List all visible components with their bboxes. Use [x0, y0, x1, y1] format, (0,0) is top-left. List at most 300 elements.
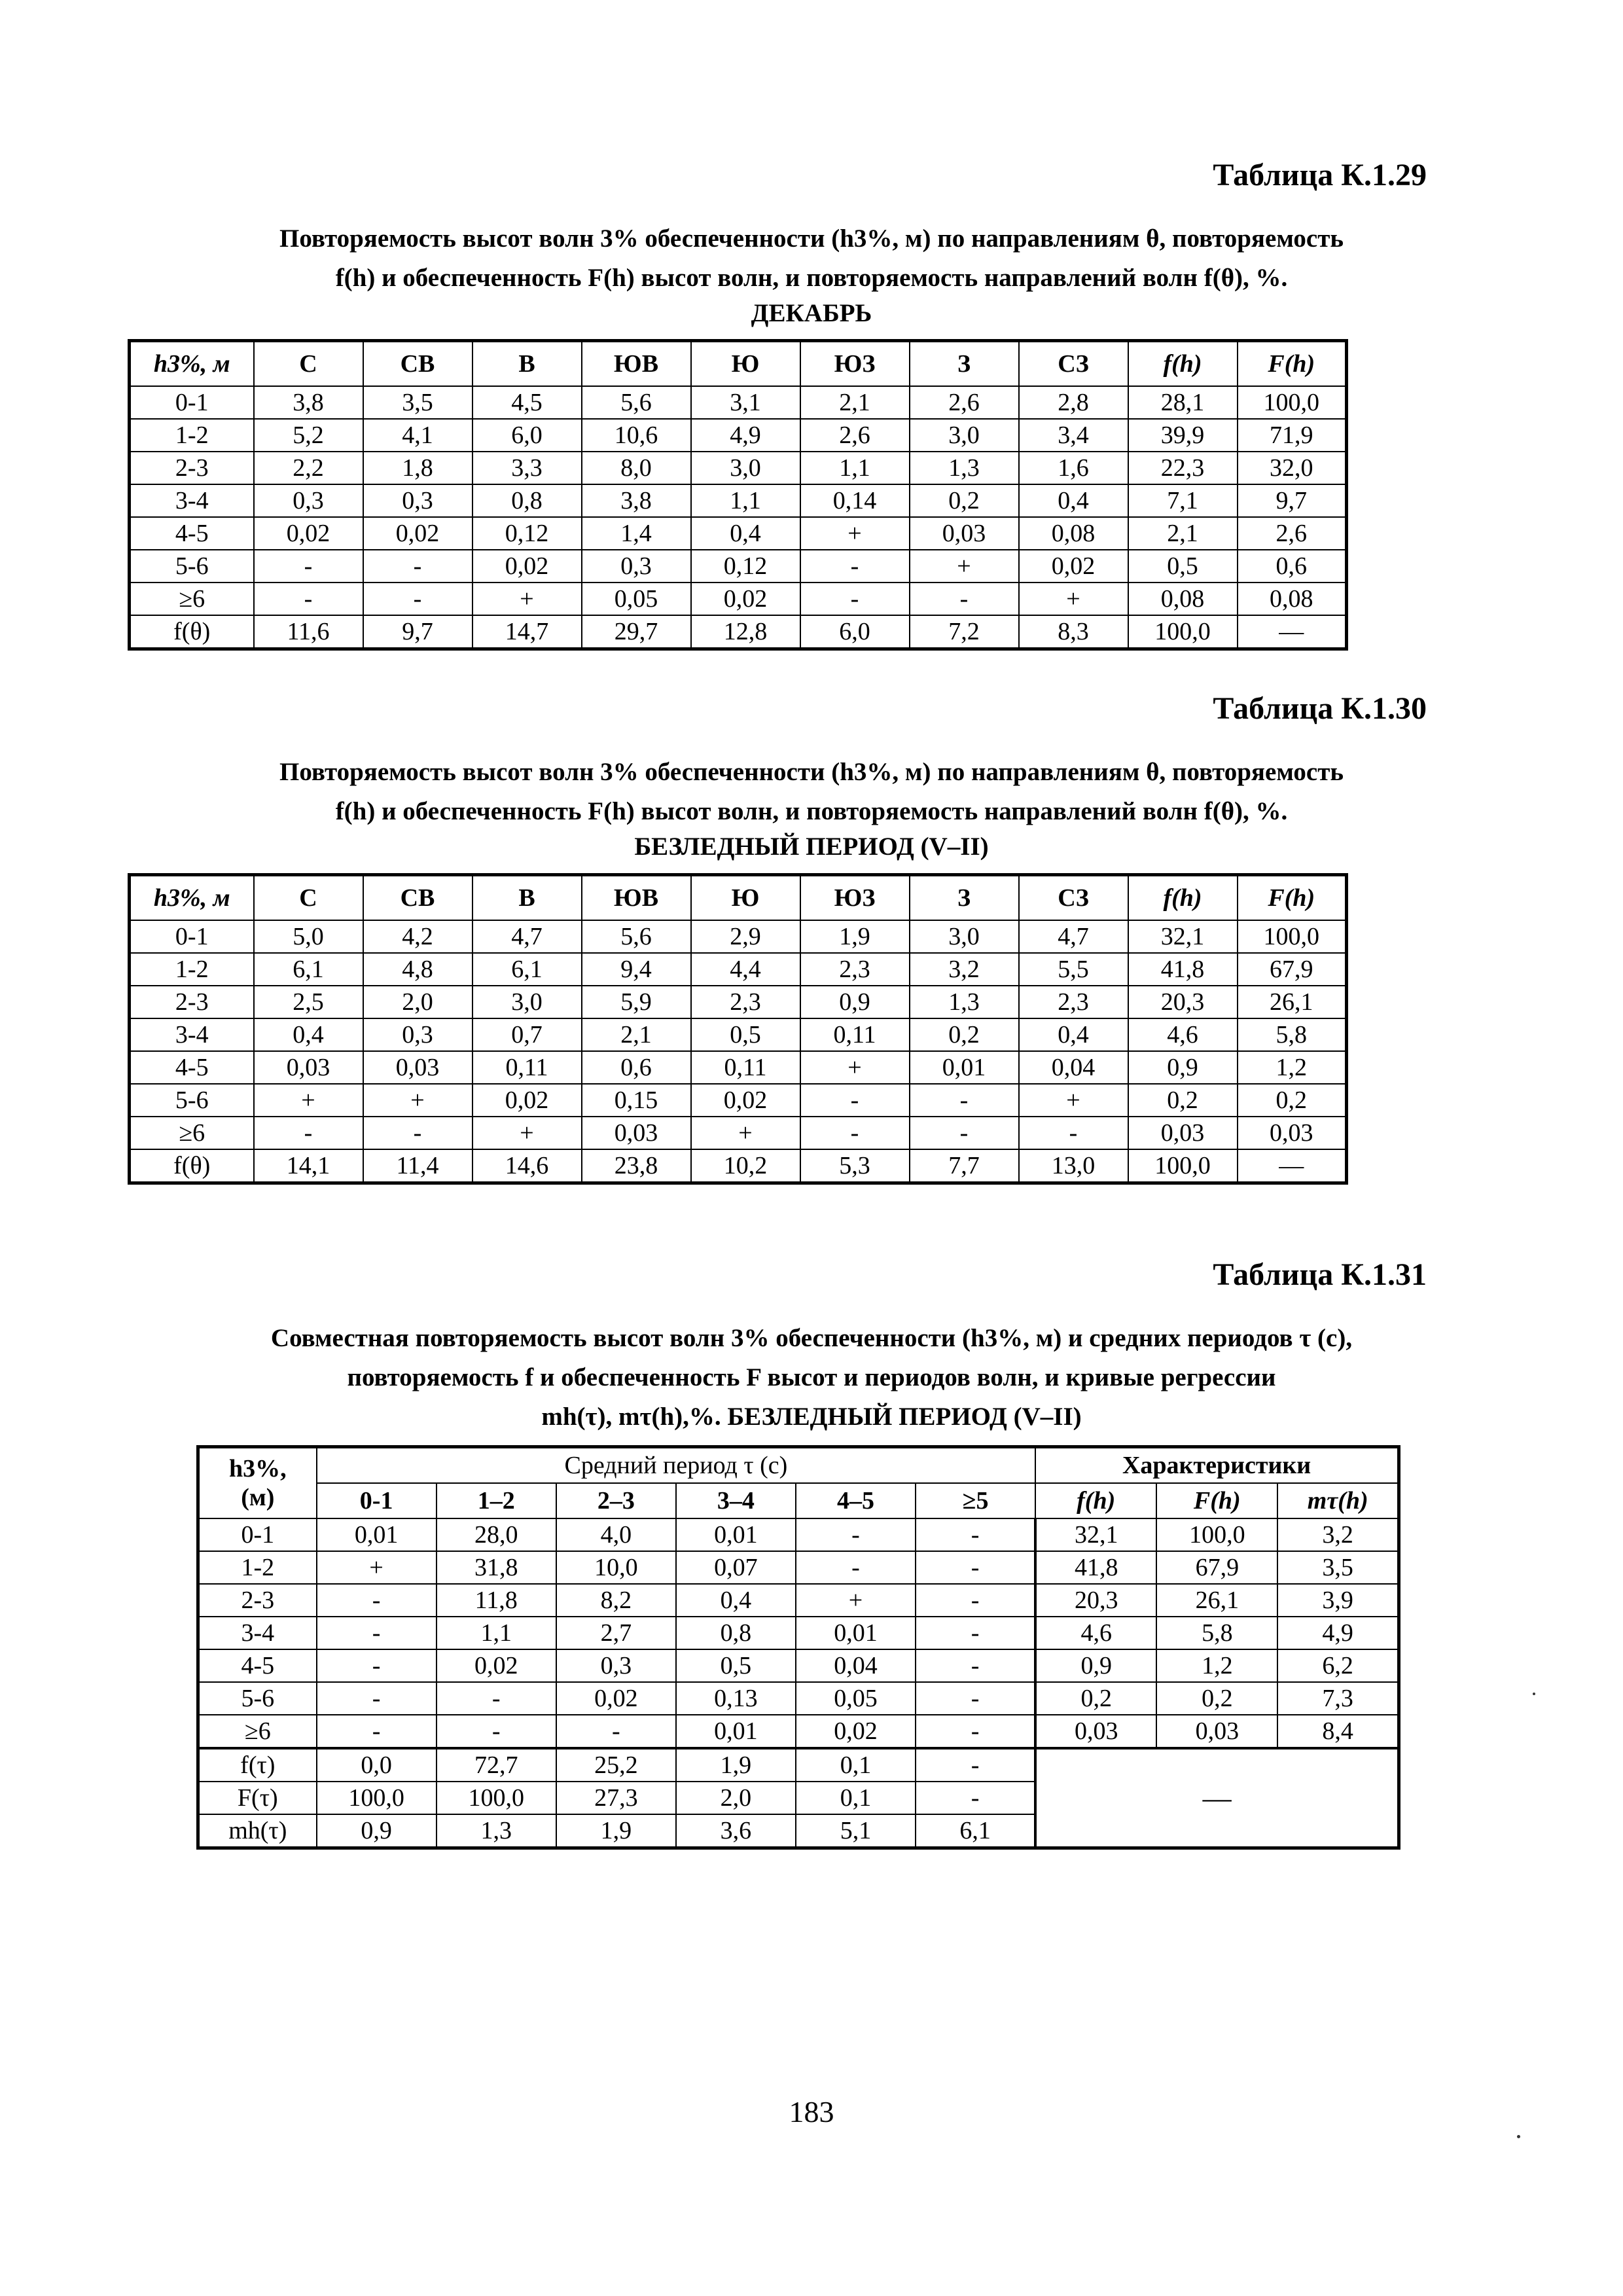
table-31-footer-cell: 5,1 [796, 1814, 916, 1848]
table-30-row-label: f(θ) [130, 1149, 254, 1183]
table-29-subtitle: ДЕКАБРЬ [751, 299, 872, 327]
table-29-cell: 0,02 [254, 517, 363, 550]
table-31-cell: 4,0 [556, 1518, 676, 1551]
table-29-row [130, 583, 1347, 615]
table-30-cell: 0,11 [800, 1018, 910, 1051]
table-29-label: Таблица К.1.29 [1213, 158, 1427, 192]
table-30-cell: 5,5 [1019, 953, 1128, 986]
table-30-header-cell: F(h) [1238, 875, 1347, 921]
table-29-row [130, 615, 1347, 649]
table-30-caption [0, 753, 1623, 863]
table-30-body [130, 920, 1347, 1183]
table-31-cell: 31,8 [437, 1551, 556, 1584]
table-29-header-cell: h3%, м [130, 341, 254, 387]
table-30-header-cell: В [473, 875, 582, 921]
table-30-cell: 2,3 [800, 953, 910, 986]
table-31-period-header: 3–4 [676, 1483, 796, 1518]
table-31-cell: 8,2 [556, 1584, 676, 1617]
table-29-cell: 0,14 [800, 484, 910, 517]
table-30-cell: 0,5 [691, 1018, 800, 1051]
table-31-row-label: 0-1 [198, 1518, 317, 1551]
table-29-cell: 100,0 [1128, 615, 1238, 649]
table-29-cell: 8,3 [1019, 615, 1128, 649]
table-29-cell: 1,1 [691, 484, 800, 517]
table-30-cell: 23,8 [582, 1149, 691, 1183]
table-30-cell: 14,6 [473, 1149, 582, 1183]
table-29-row [130, 419, 1347, 452]
table-30-row-label: 1-2 [130, 953, 254, 986]
table-29-cell: 2,1 [800, 386, 910, 419]
table-30-cell: 3,0 [473, 986, 582, 1018]
table-31-cell: 2,7 [556, 1617, 676, 1649]
table-29-cell: 3,0 [910, 419, 1019, 452]
table-30-caption-line-1: Повторяемость высот волн 3% обеспеченности (h3%, м) по направлениям θ, повторяемость [279, 758, 1344, 786]
table-29-cell: 3,3 [473, 452, 582, 484]
table-31-row-label: 2-3 [198, 1584, 317, 1617]
table-31-subheader-row [198, 1483, 1399, 1518]
table-30-cell: 32,1 [1128, 920, 1238, 953]
table-31-cell: 8,4 [1277, 1715, 1399, 1748]
table-31-cell: 1,2 [1156, 1649, 1277, 1682]
table-29-cell: 0,12 [473, 517, 582, 550]
table-31-cell: - [317, 1715, 437, 1748]
table-31-footer-label: f(τ) [198, 1748, 317, 1782]
table-29-cell: 2,2 [254, 452, 363, 484]
table-30-cell: - [910, 1084, 1019, 1117]
table-29-cell: 5,6 [582, 386, 691, 419]
table-31-cell: 0,01 [796, 1617, 916, 1649]
table-30-cell: 67,9 [1238, 953, 1347, 986]
table-30-subtitle: БЕЗЛЕДНЫЙ ПЕРИОД (V–II) [634, 833, 989, 861]
table-29-row-label: 5-6 [130, 550, 254, 583]
table-31-cell: 11,8 [437, 1584, 556, 1617]
table-29-cell: 0,02 [473, 550, 582, 583]
table-29-body [130, 386, 1347, 649]
table-29-cell: 32,0 [1238, 452, 1347, 484]
table-31-cell: 0,02 [437, 1649, 556, 1682]
table-31-footer-cell: 72,7 [437, 1748, 556, 1782]
table-31-footer-cell: 3,6 [676, 1814, 796, 1848]
table-31-cell: - [556, 1715, 676, 1748]
table-31-cell: - [916, 1551, 1035, 1584]
table-29-row [130, 386, 1347, 419]
table-29-cell: 1,8 [363, 452, 473, 484]
table-31-footer-cell: 0,9 [317, 1814, 437, 1848]
table-30-cell: 0,11 [473, 1051, 582, 1084]
table-29-row-label: 3-4 [130, 484, 254, 517]
table-29-cell: 29,7 [582, 615, 691, 649]
table-30-cell: 5,3 [800, 1149, 910, 1183]
table-30-header-cell: СЗ [1019, 875, 1128, 921]
table-31-cell: 28,0 [437, 1518, 556, 1551]
table-31-row [198, 1551, 1399, 1584]
table-29-cell: 0,03 [910, 517, 1019, 550]
table-30-cell: - [800, 1084, 910, 1117]
table-31-cell: 0,01 [676, 1715, 796, 1748]
table-31-cell: 5,8 [1156, 1617, 1277, 1649]
table-29-cell: - [254, 583, 363, 615]
table-30-cell: + [473, 1117, 582, 1149]
table-29-cell: 14,7 [473, 615, 582, 649]
table-31-cell: 0,01 [317, 1518, 437, 1551]
table-29-cell: 3,0 [691, 452, 800, 484]
table-29-header-cell: С [254, 341, 363, 387]
table-30-cell: - [363, 1117, 473, 1149]
scan-speck [1517, 2135, 1520, 2138]
table-29-cell: 1,3 [910, 452, 1019, 484]
table-30-header-cell: З [910, 875, 1019, 921]
table-30-header-cell: С [254, 875, 363, 921]
table-31-cell: 0,13 [676, 1682, 796, 1715]
table-31-period-header: 1–2 [437, 1483, 556, 1518]
table-30-row [130, 1149, 1347, 1183]
table-31-cell: - [317, 1649, 437, 1682]
table-29 [128, 339, 1348, 651]
table-30-row-label: 4-5 [130, 1051, 254, 1084]
table-30-cell: 0,4 [1019, 1018, 1128, 1051]
table-31-period-header: ≥5 [916, 1483, 1035, 1518]
table-31-footer-cell: 1,9 [556, 1814, 676, 1848]
table-30-cell: 20,3 [1128, 986, 1238, 1018]
table-31-corner-line-2: (м) [241, 1484, 275, 1511]
table-29-cell: 0,08 [1128, 583, 1238, 615]
table-31-row [198, 1649, 1399, 1682]
table-31-cell: 4,9 [1277, 1617, 1399, 1649]
table-30-header-row [130, 875, 1347, 921]
table-29-cell: 2,1 [1128, 517, 1238, 550]
table-31-footer-row [198, 1748, 1399, 1782]
table-29-cell: + [473, 583, 582, 615]
table-29-cell: 2,8 [1019, 386, 1128, 419]
table-29-caption [0, 219, 1623, 329]
table-31-footer-cell: 6,1 [916, 1814, 1035, 1848]
table-31-footer-cell: 0,1 [796, 1748, 916, 1782]
table-29-header-row [130, 341, 1347, 387]
table-30-header-cell: f(h) [1128, 875, 1238, 921]
table-30-cell: 2,3 [1019, 986, 1128, 1018]
table-30-cell: 100,0 [1238, 920, 1347, 953]
table-30-row-label: 0-1 [130, 920, 254, 953]
table-31-cell: - [317, 1682, 437, 1715]
table-31-row [198, 1682, 1399, 1715]
table-31 [196, 1445, 1400, 1850]
table-30-cell: 0,6 [582, 1051, 691, 1084]
table-29-cell: 2,6 [910, 386, 1019, 419]
table-31-footer-cell: 1,3 [437, 1814, 556, 1848]
table-31-footer-cell: 0,0 [317, 1748, 437, 1782]
table-30-cell: 1,3 [910, 986, 1019, 1018]
table-29-row-label: 4-5 [130, 517, 254, 550]
table-31-row [198, 1584, 1399, 1617]
table-31-cell: 0,04 [796, 1649, 916, 1682]
table-31-corner-line-1: h3%, [228, 1455, 287, 1482]
table-30-row-label: ≥6 [130, 1117, 254, 1149]
table-30-cell: 0,9 [800, 986, 910, 1018]
table-30-cell: 5,0 [254, 920, 363, 953]
table-29-cell: 3,8 [582, 484, 691, 517]
table-29-cell: - [800, 550, 910, 583]
table-31-cell: 0,2 [1156, 1682, 1277, 1715]
table-30-row-label: 3-4 [130, 1018, 254, 1051]
table-30-row [130, 986, 1347, 1018]
table-31-period-header: 4–5 [796, 1483, 916, 1518]
table-29-cell: 0,02 [691, 583, 800, 615]
table-29-row [130, 484, 1347, 517]
table-29-row-label: ≥6 [130, 583, 254, 615]
table-29-row [130, 550, 1347, 583]
table-31-char-header: f(h) [1035, 1483, 1156, 1518]
table-30-cell: 1,2 [1238, 1051, 1347, 1084]
table-30-row [130, 953, 1347, 986]
table-31-cell: 0,05 [796, 1682, 916, 1715]
table-31-cell: 0,02 [556, 1682, 676, 1715]
table-31-cell: + [796, 1584, 916, 1617]
table-29-cell: - [363, 550, 473, 583]
table-31-row-label: 1-2 [198, 1551, 317, 1584]
table-29-cell: 1,6 [1019, 452, 1128, 484]
table-31-footer-cell: 25,2 [556, 1748, 676, 1782]
table-31-footer-cell: 1,9 [676, 1748, 796, 1782]
table-29-cell: 8,0 [582, 452, 691, 484]
table-29-cell: 0,12 [691, 550, 800, 583]
table-30-cell: + [800, 1051, 910, 1084]
table-31-cell: 0,03 [1035, 1715, 1156, 1748]
table-30-row [130, 920, 1347, 953]
table-31-cell: 4,6 [1035, 1617, 1156, 1649]
table-30-cell: 2,0 [363, 986, 473, 1018]
table-31-cell: 0,8 [676, 1617, 796, 1649]
table-30-header-cell: h3%, м [130, 875, 254, 921]
table-31-caption-line-3: mh(τ), mτ(h),%. БЕЗЛЕДНЫЙ ПЕРИОД (V–II) [541, 1403, 1082, 1431]
table-30-cell: 3,2 [910, 953, 1019, 986]
table-29-cell: 2,6 [800, 419, 910, 452]
table-31-cell: 26,1 [1156, 1584, 1277, 1617]
table-30-cell: 0,03 [1128, 1117, 1238, 1149]
table-31-cell: - [437, 1682, 556, 1715]
table-30-cell: 0,02 [473, 1084, 582, 1117]
table-31-cell: 0,02 [796, 1715, 916, 1748]
table-30-cell: 0,2 [910, 1018, 1019, 1051]
table-31-cell: 0,4 [676, 1584, 796, 1617]
table-31-period-header: 2–3 [556, 1483, 676, 1518]
table-30-cell: + [254, 1084, 363, 1117]
table-30-cell: 0,9 [1128, 1051, 1238, 1084]
table-31-caption-line-2: повторяемость f и обеспеченность F высот и периодов волн, и кривые регрессии [347, 1363, 1276, 1391]
table-29-cell: 5,2 [254, 419, 363, 452]
table-29-header-cell: СЗ [1019, 341, 1128, 387]
table-31-caption-line-1: Совместная повторяемость высот волн 3% обеспеченности (h3%, м) и средних периодов τ (с), [270, 1324, 1353, 1352]
table-30-cell: 0,03 [1238, 1117, 1347, 1149]
table-30-cell: 2,9 [691, 920, 800, 953]
table-29-cell: 0,2 [910, 484, 1019, 517]
table-29-caption-line-2: f(h) и обеспеченность F(h) высот волн, и повторяемость направлений волн f(θ), %. [335, 264, 1288, 292]
table-29-row-label: 1-2 [130, 419, 254, 452]
table-29-cell: 0,3 [254, 484, 363, 517]
table-30-row-label: 5-6 [130, 1084, 254, 1117]
table-31-row [198, 1617, 1399, 1649]
table-29-cell: 0,4 [1019, 484, 1128, 517]
table-29-cell: 1,4 [582, 517, 691, 550]
table-30-cell: 11,4 [363, 1149, 473, 1183]
table-29-cell: 28,1 [1128, 386, 1238, 419]
table-30-cell: 4,8 [363, 953, 473, 986]
table-31-cell: 20,3 [1035, 1584, 1156, 1617]
table-29-cell: 2,6 [1238, 517, 1347, 550]
table-31-cell: 7,3 [1277, 1682, 1399, 1715]
table-29-cell: - [910, 583, 1019, 615]
table-30-cell: 0,04 [1019, 1051, 1128, 1084]
table-30-header-cell: ЮЗ [800, 875, 910, 921]
scan-speck [1533, 1693, 1535, 1695]
table-31-row-label: 3-4 [198, 1617, 317, 1649]
table-29-cell: 3,8 [254, 386, 363, 419]
table-31-cell: 3,2 [1277, 1518, 1399, 1551]
table-30-cell: 0,03 [254, 1051, 363, 1084]
table-30-cell: 26,1 [1238, 986, 1347, 1018]
table-31-cell: - [916, 1682, 1035, 1715]
table-30-cell: - [254, 1117, 363, 1149]
table-29-cell: 9,7 [363, 615, 473, 649]
table-30-cell: 5,6 [582, 920, 691, 953]
table-29-header-cell: ЮЗ [800, 341, 910, 387]
table-31-cell: - [916, 1649, 1035, 1682]
table-30-cell: + [1019, 1084, 1128, 1117]
table-30-cell: 4,4 [691, 953, 800, 986]
table-29-cell: - [254, 550, 363, 583]
table-29-cell: - [363, 583, 473, 615]
table-29-row-label: 0-1 [130, 386, 254, 419]
table-29-caption-line-1: Повторяемость высот волн 3% обеспеченности (h3%, м) по направлениям θ, повторяемость [279, 224, 1344, 253]
table-30-cell: 4,6 [1128, 1018, 1238, 1051]
table-31-footer-cell: 2,0 [676, 1782, 796, 1814]
table-31-cell: 0,07 [676, 1551, 796, 1584]
table-30-cell: 0,03 [582, 1117, 691, 1149]
table-31-cell: 67,9 [1156, 1551, 1277, 1584]
table-29-header-cell: f(h) [1128, 341, 1238, 387]
table-30-cell: 0,2 [1238, 1084, 1347, 1117]
table-31-footer-cell: 0,1 [796, 1782, 916, 1814]
table-29-cell: 71,9 [1238, 419, 1347, 452]
table-30-cell: 0,01 [910, 1051, 1019, 1084]
table-29-header-cell: В [473, 341, 582, 387]
table-29-cell: 0,3 [363, 484, 473, 517]
table-31-cell: - [317, 1617, 437, 1649]
table-29-cell: + [910, 550, 1019, 583]
table-29-cell: 0,02 [1019, 550, 1128, 583]
table-30-cell: 9,4 [582, 953, 691, 986]
table-30-cell: 0,02 [691, 1084, 800, 1117]
table-31-label: Таблица К.1.31 [1213, 1257, 1427, 1292]
table-31-body [198, 1518, 1399, 1848]
table-30-cell: - [800, 1117, 910, 1149]
table-31-footer-dash: — [1035, 1748, 1399, 1848]
table-30-cell: 4,7 [1019, 920, 1128, 953]
table-30-cell: 4,2 [363, 920, 473, 953]
table-30-cell: 6,1 [254, 953, 363, 986]
table-29-cell: 0,08 [1019, 517, 1128, 550]
table-30-row [130, 1018, 1347, 1051]
page-number: 183 [789, 2095, 834, 2128]
table-30-cell: 0,7 [473, 1018, 582, 1051]
table-29-header-cell: F(h) [1238, 341, 1347, 387]
table-29-cell: 6,0 [800, 615, 910, 649]
table-30 [128, 873, 1348, 1185]
table-30-caption-line-2: f(h) и обеспеченность F(h) высот волн, и повторяемость направлений волн f(θ), %. [335, 797, 1288, 825]
table-31-cell: 32,1 [1035, 1518, 1156, 1551]
table-30-cell: + [691, 1117, 800, 1149]
table-31-cell: - [317, 1584, 437, 1617]
table-29-cell: + [800, 517, 910, 550]
table-30-cell: 0,2 [1128, 1084, 1238, 1117]
table-31-period-group-header: Средний период τ (с) [317, 1447, 1036, 1484]
table-31-char-group-header: Характеристики [1035, 1447, 1399, 1484]
table-31-cell: - [916, 1518, 1035, 1551]
table-29-header-cell: СВ [363, 341, 473, 387]
table-29-cell: 1,1 [800, 452, 910, 484]
table-31-char-header: F(h) [1156, 1483, 1277, 1518]
table-29-row-label: 2-3 [130, 452, 254, 484]
table-31-cell: - [916, 1715, 1035, 1748]
table-31-cell: - [437, 1715, 556, 1748]
table-31-footer-label: F(τ) [198, 1782, 317, 1814]
table-29-cell: 9,7 [1238, 484, 1347, 517]
table-31-footer-cell: - [916, 1782, 1035, 1814]
table-30-cell: 0,4 [254, 1018, 363, 1051]
table-30-cell: 5,9 [582, 986, 691, 1018]
table-30-cell: 1,9 [800, 920, 910, 953]
table-31-row [198, 1518, 1399, 1551]
table-29-cell: 0,08 [1238, 583, 1347, 615]
table-29-cell: 100,0 [1238, 386, 1347, 419]
table-30-row [130, 1051, 1347, 1084]
table-29-cell: 0,8 [473, 484, 582, 517]
table-29-cell: 0,4 [691, 517, 800, 550]
table-31-footer-cell: - [916, 1748, 1035, 1782]
table-30-cell: 10,2 [691, 1149, 800, 1183]
table-31-footer-cell: 27,3 [556, 1782, 676, 1814]
table-31-cell: 0,3 [556, 1649, 676, 1682]
table-31-cell: - [796, 1518, 916, 1551]
table-31-cell: 1,1 [437, 1617, 556, 1649]
table-29-cell: 10,6 [582, 419, 691, 452]
table-30-cell: 2,3 [691, 986, 800, 1018]
table-31-row-label: ≥6 [198, 1715, 317, 1748]
table-30-cell: 5,8 [1238, 1018, 1347, 1051]
table-30-header-cell: СВ [363, 875, 473, 921]
table-31-cell: + [317, 1551, 437, 1584]
table-29-cell: — [1238, 615, 1347, 649]
table-29-cell: 0,02 [363, 517, 473, 550]
table-31-cell: 3,5 [1277, 1551, 1399, 1584]
table-29-cell: - [800, 583, 910, 615]
table-30-cell: + [363, 1084, 473, 1117]
table-29-cell: 6,0 [473, 419, 582, 452]
table-31-cell: 10,0 [556, 1551, 676, 1584]
table-30-row [130, 1117, 1347, 1149]
table-30-cell: 0,11 [691, 1051, 800, 1084]
table-30-cell: — [1238, 1149, 1347, 1183]
table-31-char-header: mτ(h) [1277, 1483, 1399, 1518]
table-31-caption [0, 1319, 1623, 1437]
table-30-cell: 0,3 [363, 1018, 473, 1051]
table-31-cell: 100,0 [1156, 1518, 1277, 1551]
table-29-cell: 0,6 [1238, 550, 1347, 583]
table-29-cell: 0,3 [582, 550, 691, 583]
table-31-row-label: 4-5 [198, 1649, 317, 1682]
table-31-row-label: 5-6 [198, 1682, 317, 1715]
table-29-header-cell: Ю [691, 341, 800, 387]
table-31-cell: 3,9 [1277, 1584, 1399, 1617]
